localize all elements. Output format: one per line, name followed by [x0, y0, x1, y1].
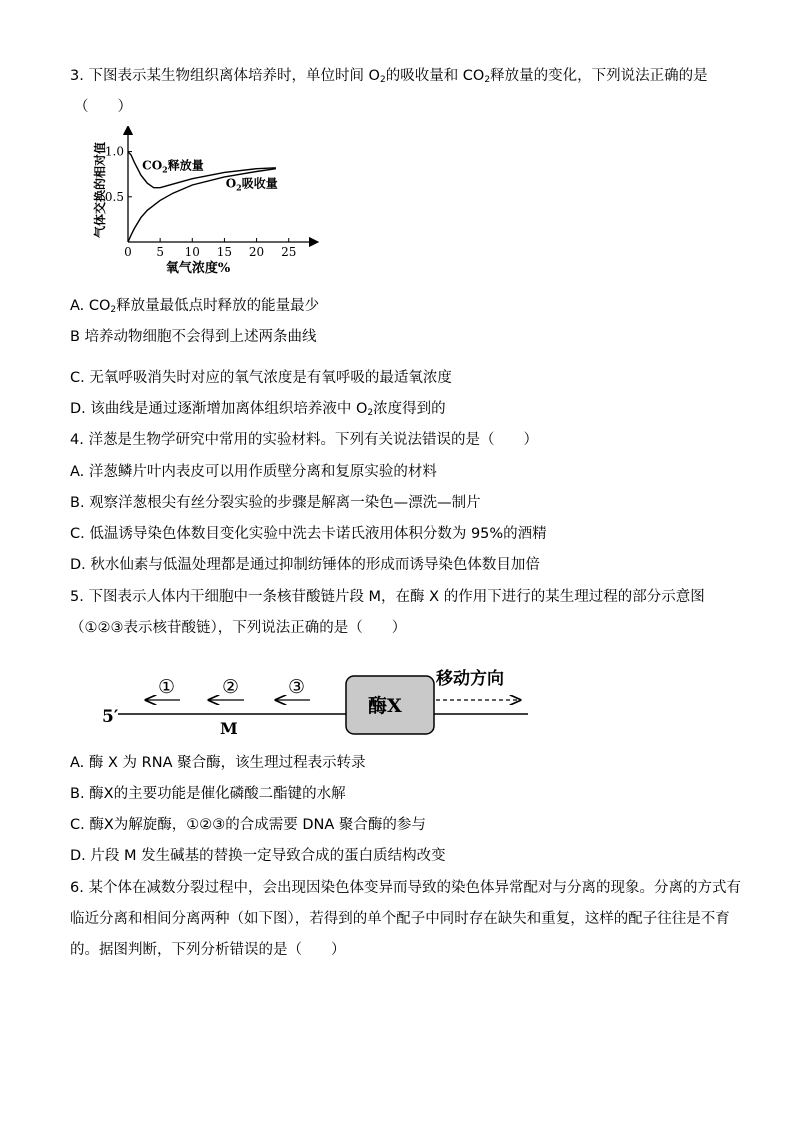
strand-m-label: M [220, 719, 238, 738]
q5-figure-svg [96, 660, 536, 742]
q5-option-d: D. 片段 M 发生碱基的替换一定导致合成的蛋白质结构改变 [70, 848, 446, 864]
q4-option-d: D. 秋水仙素与低温处理都是通过抑制纺锤体的形成而诱导染色体数目加倍 [70, 557, 540, 573]
o2-series-label: $O_2$吸收量 [225, 176, 278, 193]
x-tick-label: 20 [248, 245, 265, 259]
q3-stem-part1: 3. 下图表示某生物组织离体培养时，单位时间 O [70, 68, 380, 84]
subscript: 2 [379, 75, 386, 85]
option-text: 释放量最低点时释放的能量最少 [116, 298, 320, 314]
chain-2-label: ② [222, 676, 240, 698]
q4-option-a: A. 洋葱鳞片叶内表皮可以用作质壁分离和复原实验的材料 [70, 464, 437, 480]
y-tick-label: 0.5 [104, 189, 124, 204]
direction-label: 移动方向 [436, 669, 504, 689]
q4-option-c: C. 低温诱导染色体数目变化实验中洗去卡诺氏液用体积分数为 95%的酒精 [70, 526, 547, 542]
q3-axes [105, 130, 314, 259]
subscript: 2 [367, 408, 374, 418]
q5-option-c: C. 酶X为解旋酶，①②③的合成需要 DNA 聚合酶的参与 [70, 817, 426, 833]
q3-stem [70, 66, 708, 86]
option-text: 浓度得到的 [373, 401, 446, 417]
x-tick-label: 5 [156, 245, 164, 259]
x-tick-label: 15 [216, 245, 233, 259]
q3-chart [88, 126, 328, 284]
subscript: 2 [484, 75, 491, 85]
q4-option-b: B. 观察洋葱根尖有丝分裂实验的步骤是解离一染色—漂洗—制片 [70, 495, 481, 511]
subscript: 2 [110, 305, 117, 315]
x-tick-label: 25 [281, 245, 297, 259]
q5-option-b: B. 酶X的主要功能是催化磷酸二酯键的水解 [70, 786, 346, 802]
q3-stem-part2: 的吸收量和 CO [385, 68, 485, 84]
q3-option-d [70, 399, 446, 419]
y-tick-label: 1.0 [104, 144, 124, 159]
q5-stem-line2: （①②③表示核苷酸链），下列说法正确的是（ ） [70, 620, 407, 636]
q4-stem: 4. 洋葱是生物学研究中常用的实验材料。下列有关说法错误的是（ ） [70, 432, 538, 448]
q6-stem-line2: 临近分离和相间分离两种（如下图），若得到的单个配子中同时存在缺失和重复，这样的配子往往是不育 [70, 911, 730, 927]
chain-3-label: ③ [288, 676, 306, 698]
x-tick-label: 0 [124, 245, 132, 259]
q6-stem-line3: 的。据图判断，下列分析错误的是（ ） [70, 942, 346, 958]
five-prime-label: 5′ [102, 707, 119, 727]
q5-figure [96, 660, 536, 746]
option-text: D. 该曲线是通过逐渐增加离体组织培养液中 O [70, 401, 368, 417]
enzyme-x-label: 酶X [368, 695, 402, 717]
q6-stem-line1: 6. 某个体在减数分裂过程中，会出现因染色体变异而导致的染色体异常配对与分离的现象。分离的方式有 [70, 880, 741, 896]
x-tick-label: 10 [184, 245, 200, 259]
x-axis-title: 氧气浓度% [165, 261, 231, 276]
q5-option-a: A. 酶 X 为 RNA 聚合酶，该生理过程表示转录 [70, 755, 366, 771]
q3-option-b: B 培养动物细胞不会得到上述两条曲线 [70, 329, 317, 345]
q3-answer-paren: （ ） [74, 99, 132, 115]
y-axis-title: 气体交换的相对值 [93, 141, 107, 239]
q3-option-a [70, 296, 319, 316]
q5-stem-line1: 5. 下图表示人体内干细胞中一条核苷酸链片段 M，在酶 X 的作用下进行的某生理过程的部分示意图 [70, 589, 705, 605]
chain-1-label: ① [158, 676, 176, 698]
q3-stem-part3: 释放量的变化，下列说法正确的是 [490, 68, 708, 84]
q3-chart-svg [88, 126, 328, 280]
q3-option-c: C. 无氧呼吸消失时对应的氧气浓度是有氧呼吸的最适氧浓度 [70, 370, 452, 386]
co2-series-label: $CO_2$释放量 [142, 158, 204, 175]
option-text: A. CO [70, 298, 111, 314]
